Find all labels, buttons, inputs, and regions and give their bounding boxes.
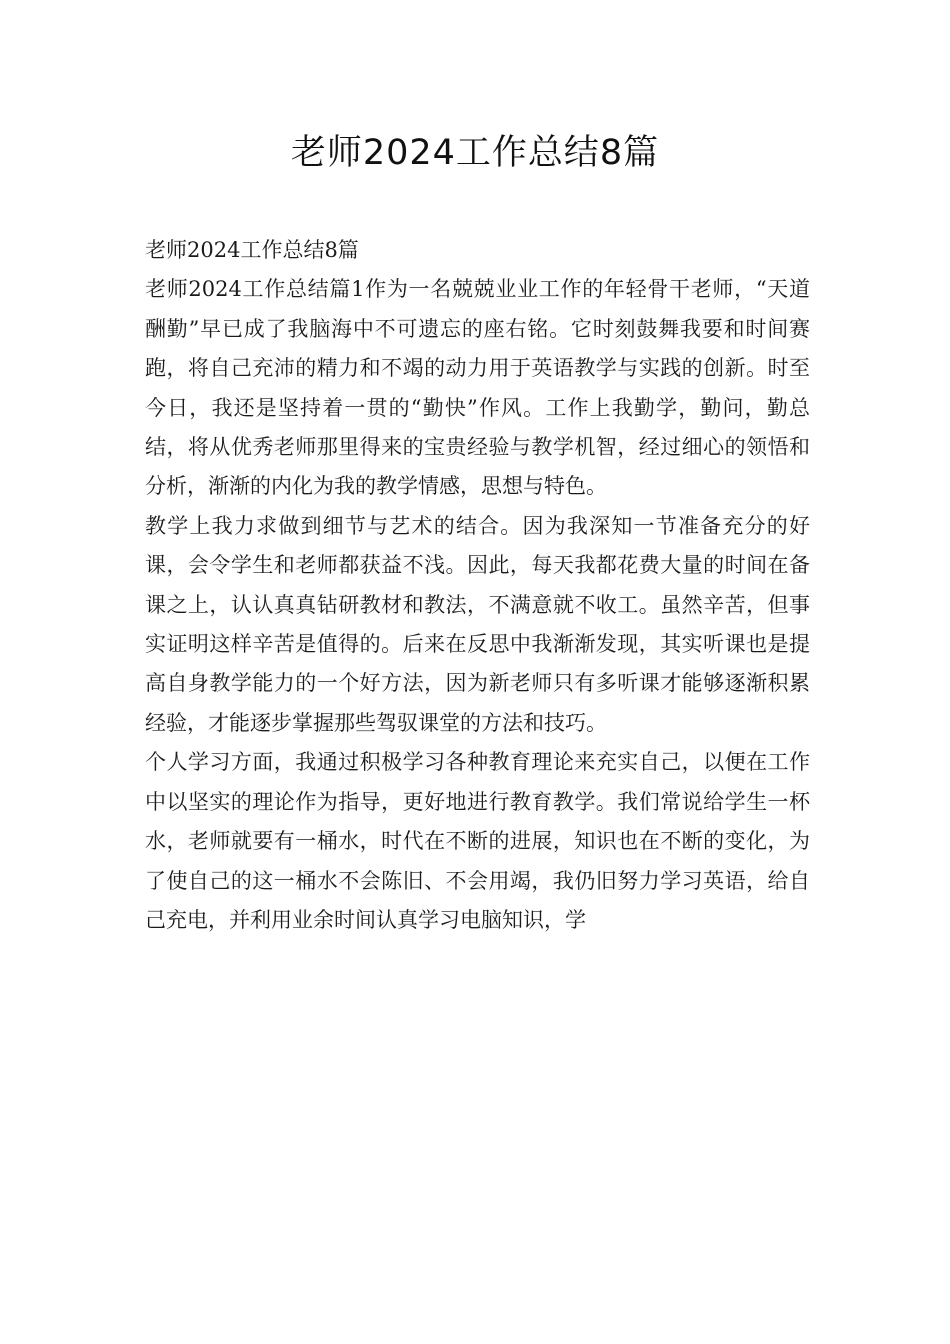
paragraph-3: 个人学习方面，我通过积极学习各种教育理论来充实自己，以便在工作中以坚实的理论作为指导，更好地进行教育教学。我们常说给学生一杯水，老师就要有一桶水，时代在不断的进展，知识也在不断的变化，为了使自己的这一桶水不会陈旧、不会用竭，我仍旧努力学习英语，给自己充电，并利用业余时间认真学习电脑知识，学 bbox=[145, 750, 810, 932]
paragraph-2: 教学上我力求做到细节与艺术的结合。因为我深知一节准备充分的好课，会令学生和老师都获益不浅。因此，每天我都花费大量的时间在备课之上，认认真真钻研教材和教法，不满意就不收工。虽然辛苦，但事实证明这样辛苦是值得的。后来在反思中我渐渐发现，其实听课也是提高自身教学能力的一个好方法，因为新老师只有多听课才能够逐渐积累经验，才能逐步掌握那些驾驭课堂的方法和技巧。 bbox=[145, 513, 810, 735]
paragraph-1: 老师2024工作总结篇1作为一名兢兢业业工作的年轻骨干老师，“天道酬勤”早已成了我脑海中不可遗忘的座右铭。它时刻鼓舞我要和时间赛跑，将自己充沛的精力和不竭的动力用于英语教学与实践的创新。时至今日，我还是坚持着一贯的“勤快”作风。工作上我勤学，勤问，勤总结，将从优秀老师那里得来的宝贵经验与教学机智，经过细心的领悟和分析，渐渐的内化为我的教学情感，思想与特色。 bbox=[145, 277, 810, 499]
document-title: 老师2024工作总结8篇 bbox=[290, 133, 660, 173]
document-body bbox=[145, 231, 810, 940]
document-subtitle: 老师2024工作总结8篇 bbox=[145, 238, 359, 262]
